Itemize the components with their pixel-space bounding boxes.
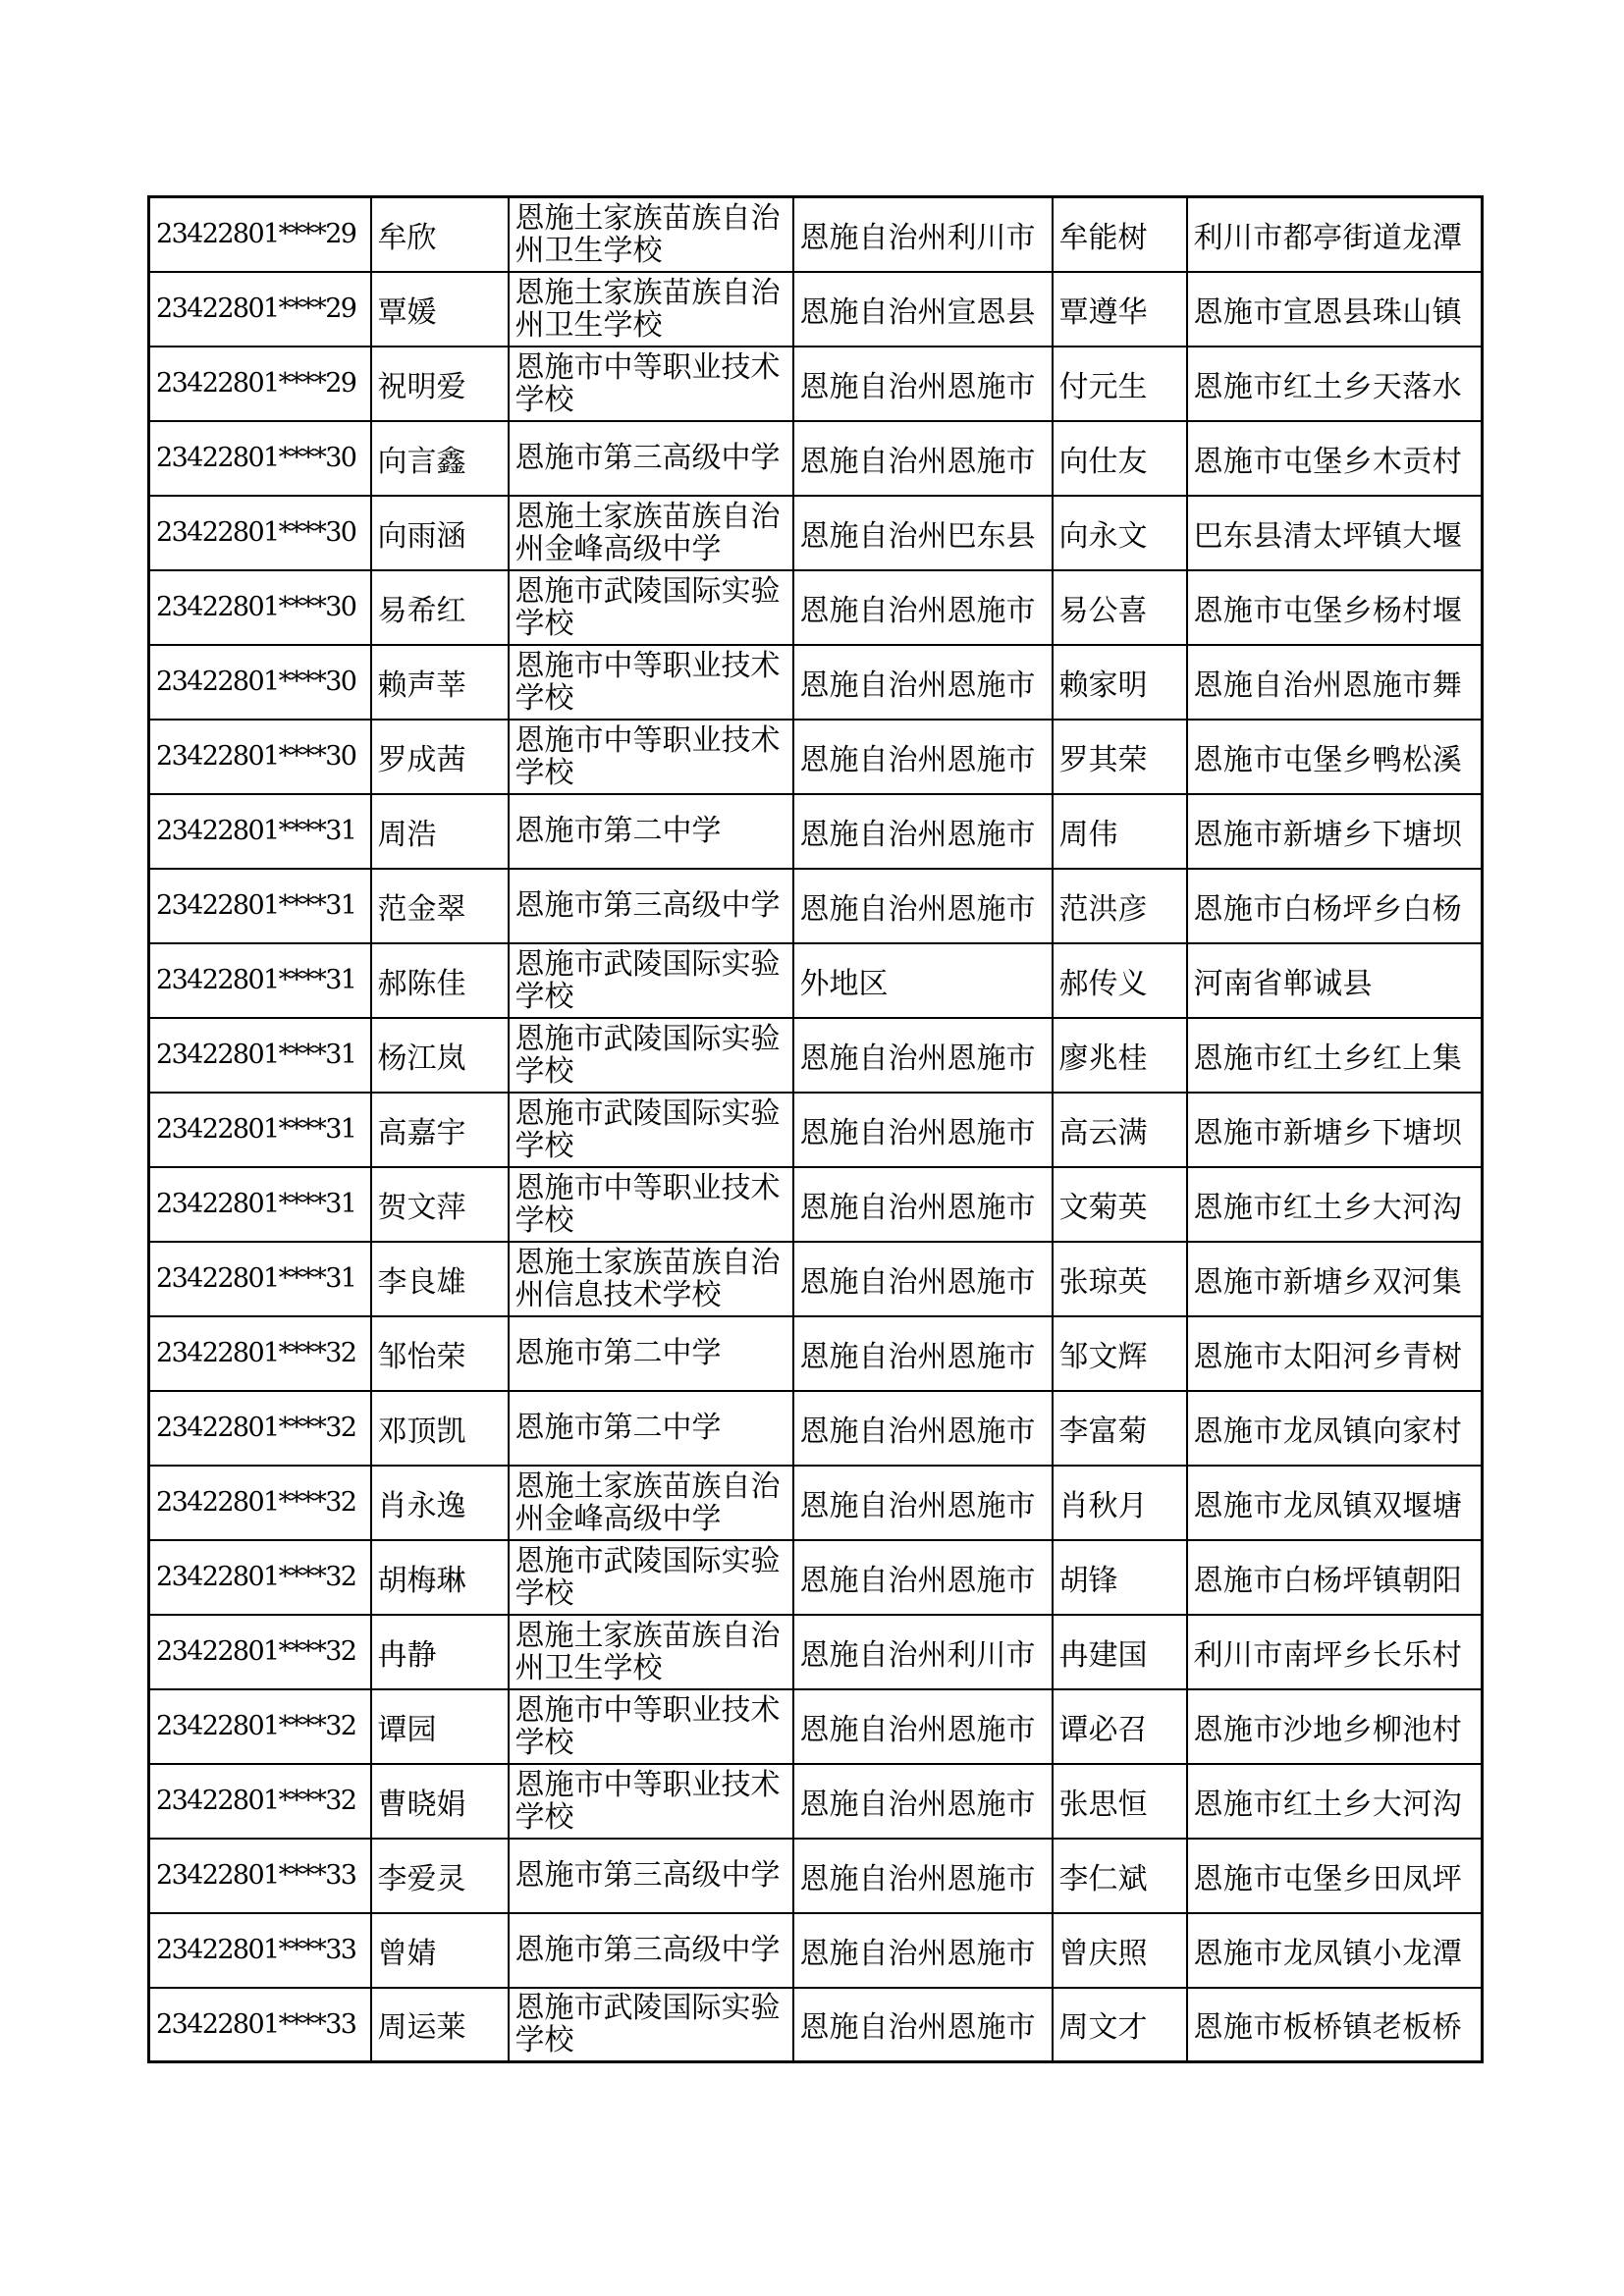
student-name-cell: 向雨涵: [371, 496, 509, 570]
student-id-cell: 23422801****33: [149, 1913, 371, 1988]
student-name-cell: 胡梅琳: [371, 1540, 509, 1615]
student-name-cell: 赖声莘: [371, 645, 509, 720]
region-cell: 恩施自治州恩施市: [793, 720, 1053, 794]
guardian-name-cell: 文菊英: [1053, 1167, 1187, 1242]
table-row: [149, 1764, 1483, 1839]
student-id-cell: 23422801****30: [149, 570, 371, 645]
student-name-cell: 冉静: [371, 1615, 509, 1689]
address-cell: 恩施市龙凤镇小龙潭: [1187, 1913, 1483, 1988]
student-name-cell: 祝明爱: [371, 347, 509, 421]
guardian-name-cell: 向永文: [1053, 496, 1187, 570]
student-id-cell: 23422801****31: [149, 794, 371, 869]
table-row: [149, 1242, 1483, 1316]
guardian-name-cell: 付元生: [1053, 347, 1187, 421]
school-cell: 恩施市武陵国际实验学校: [509, 1540, 793, 1615]
table-row: [149, 347, 1483, 421]
student-id-cell: 23422801****30: [149, 645, 371, 720]
student-id-cell: 23422801****31: [149, 1093, 371, 1167]
table-row: [149, 943, 1483, 1018]
guardian-name-cell: 赖家明: [1053, 645, 1187, 720]
school-cell: 恩施土家族苗族自治州卫生学校: [509, 1615, 793, 1689]
student-name-cell: 李爱灵: [371, 1839, 509, 1913]
student-name-cell: 肖永逸: [371, 1466, 509, 1540]
student-id-cell: 23422801****31: [149, 1018, 371, 1093]
region-cell: 恩施自治州恩施市: [793, 645, 1053, 720]
region-cell: 恩施自治州恩施市: [793, 1018, 1053, 1093]
address-cell: 恩施市太阳河乡青树: [1187, 1316, 1483, 1391]
roster-body: [149, 197, 1483, 2062]
region-cell: 恩施自治州恩施市: [793, 347, 1053, 421]
school-cell: 恩施市中等职业技术学校: [509, 1689, 793, 1764]
address-cell: 恩施自治州恩施市舞: [1187, 645, 1483, 720]
region-cell: 恩施自治州恩施市: [793, 1093, 1053, 1167]
school-cell: 恩施土家族苗族自治州卫生学校: [509, 272, 793, 347]
region-cell: 恩施自治州利川市: [793, 1615, 1053, 1689]
school-cell: 恩施市第二中学: [509, 1316, 793, 1391]
student-id-cell: 23422801****33: [149, 1839, 371, 1913]
region-cell: 恩施自治州恩施市: [793, 794, 1053, 869]
guardian-name-cell: 郝传义: [1053, 943, 1187, 1018]
guardian-name-cell: 张琼英: [1053, 1242, 1187, 1316]
student-id-cell: 23422801****31: [149, 943, 371, 1018]
school-cell: 恩施市第三高级中学: [509, 1839, 793, 1913]
table-row: [149, 1988, 1483, 2062]
guardian-name-cell: 张思恒: [1053, 1764, 1187, 1839]
school-cell: 恩施土家族苗族自治州信息技术学校: [509, 1242, 793, 1316]
table-row: [149, 869, 1483, 943]
address-cell: 恩施市屯堡乡杨村堰: [1187, 570, 1483, 645]
school-cell: 恩施土家族苗族自治州金峰高级中学: [509, 496, 793, 570]
student-name-cell: 牟欣: [371, 197, 509, 272]
table-row: [149, 1391, 1483, 1466]
table-row: [149, 272, 1483, 347]
school-cell: 恩施市第三高级中学: [509, 1913, 793, 1988]
table-row: [149, 1018, 1483, 1093]
table-row: [149, 1167, 1483, 1242]
address-cell: 恩施市沙地乡柳池村: [1187, 1689, 1483, 1764]
student-name-cell: 李良雄: [371, 1242, 509, 1316]
region-cell: 恩施自治州宣恩县: [793, 272, 1053, 347]
table-row: [149, 1093, 1483, 1167]
guardian-name-cell: 覃遵华: [1053, 272, 1187, 347]
address-cell: 恩施市新塘乡下塘坝: [1187, 1093, 1483, 1167]
address-cell: 恩施市红土乡大河沟: [1187, 1764, 1483, 1839]
student-id-cell: 23422801****31: [149, 869, 371, 943]
table-row: [149, 1839, 1483, 1913]
table-row: [149, 1689, 1483, 1764]
student-name-cell: 向言鑫: [371, 421, 509, 496]
table-row: [149, 794, 1483, 869]
address-cell: 恩施市屯堡乡木贡村: [1187, 421, 1483, 496]
table-row: [149, 1316, 1483, 1391]
student-id-cell: 23422801****32: [149, 1689, 371, 1764]
student-name-cell: 周浩: [371, 794, 509, 869]
guardian-name-cell: 李仁斌: [1053, 1839, 1187, 1913]
address-cell: 恩施市宣恩县珠山镇: [1187, 272, 1483, 347]
guardian-name-cell: 周伟: [1053, 794, 1187, 869]
student-name-cell: 罗成茜: [371, 720, 509, 794]
address-cell: 恩施市新塘乡双河集: [1187, 1242, 1483, 1316]
table-row: [149, 197, 1483, 272]
student-id-cell: 23422801****32: [149, 1316, 371, 1391]
table-row: [149, 1466, 1483, 1540]
address-cell: 利川市南坪乡长乐村: [1187, 1615, 1483, 1689]
student-name-cell: 周运莱: [371, 1988, 509, 2062]
student-id-cell: 23422801****32: [149, 1615, 371, 1689]
student-id-cell: 23422801****29: [149, 197, 371, 272]
school-cell: 恩施市中等职业技术学校: [509, 645, 793, 720]
student-name-cell: 曾婧: [371, 1913, 509, 1988]
region-cell: 恩施自治州恩施市: [793, 570, 1053, 645]
student-name-cell: 杨江岚: [371, 1018, 509, 1093]
table-row: [149, 1913, 1483, 1988]
student-id-cell: 23422801****32: [149, 1540, 371, 1615]
student-id-cell: 23422801****29: [149, 347, 371, 421]
student-id-cell: 23422801****33: [149, 1988, 371, 2062]
address-cell: 恩施市红土乡天落水: [1187, 347, 1483, 421]
student-name-cell: 覃媛: [371, 272, 509, 347]
guardian-name-cell: 周文才: [1053, 1988, 1187, 2062]
address-cell: 恩施市龙凤镇向家村: [1187, 1391, 1483, 1466]
student-id-cell: 23422801****29: [149, 272, 371, 347]
address-cell: 恩施市红土乡红上集: [1187, 1018, 1483, 1093]
school-cell: 恩施市中等职业技术学校: [509, 720, 793, 794]
table-row: [149, 496, 1483, 570]
region-cell: 恩施自治州恩施市: [793, 1913, 1053, 1988]
student-name-cell: 邓顶凯: [371, 1391, 509, 1466]
school-cell: 恩施土家族苗族自治州卫生学校: [509, 197, 793, 272]
address-cell: 恩施市红土乡大河沟: [1187, 1167, 1483, 1242]
student-name-cell: 高嘉宇: [371, 1093, 509, 1167]
address-cell: 巴东县清太坪镇大堰: [1187, 496, 1483, 570]
student-id-cell: 23422801****32: [149, 1391, 371, 1466]
region-cell: 恩施自治州恩施市: [793, 869, 1053, 943]
region-cell: 恩施自治州恩施市: [793, 1167, 1053, 1242]
guardian-name-cell: 李富菊: [1053, 1391, 1187, 1466]
school-cell: 恩施土家族苗族自治州金峰高级中学: [509, 1466, 793, 1540]
region-cell: 恩施自治州恩施市: [793, 1839, 1053, 1913]
table-row: [149, 720, 1483, 794]
school-cell: 恩施市第二中学: [509, 1391, 793, 1466]
address-cell: 恩施市龙凤镇双堰塘: [1187, 1466, 1483, 1540]
student-id-cell: 23422801****32: [149, 1466, 371, 1540]
guardian-name-cell: 胡锋: [1053, 1540, 1187, 1615]
school-cell: 恩施市第二中学: [509, 794, 793, 869]
student-id-cell: 23422801****30: [149, 421, 371, 496]
school-cell: 恩施市武陵国际实验学校: [509, 1093, 793, 1167]
table-row: [149, 1540, 1483, 1615]
school-cell: 恩施市第三高级中学: [509, 869, 793, 943]
guardian-name-cell: 谭必召: [1053, 1689, 1187, 1764]
student-name-cell: 范金翠: [371, 869, 509, 943]
school-cell: 恩施市中等职业技术学校: [509, 1764, 793, 1839]
guardian-name-cell: 曾庆照: [1053, 1913, 1187, 1988]
guardian-name-cell: 冉建国: [1053, 1615, 1187, 1689]
guardian-name-cell: 廖兆桂: [1053, 1018, 1187, 1093]
region-cell: 恩施自治州恩施市: [793, 1988, 1053, 2062]
region-cell: 恩施自治州恩施市: [793, 1242, 1053, 1316]
school-cell: 恩施市武陵国际实验学校: [509, 570, 793, 645]
region-cell: 恩施自治州恩施市: [793, 1764, 1053, 1839]
region-cell: 恩施自治州恩施市: [793, 1466, 1053, 1540]
school-cell: 恩施市武陵国际实验学校: [509, 1018, 793, 1093]
student-name-cell: 郝陈佳: [371, 943, 509, 1018]
guardian-name-cell: 向仕友: [1053, 421, 1187, 496]
student-id-cell: 23422801****30: [149, 720, 371, 794]
table-row: [149, 421, 1483, 496]
table-row: [149, 1615, 1483, 1689]
region-cell: 恩施自治州恩施市: [793, 421, 1053, 496]
student-name-cell: 曹晓娟: [371, 1764, 509, 1839]
school-cell: 恩施市武陵国际实验学校: [509, 943, 793, 1018]
school-cell: 恩施市武陵国际实验学校: [509, 1988, 793, 2062]
address-cell: 恩施市白杨坪镇朝阳: [1187, 1540, 1483, 1615]
student-name-cell: 易希红: [371, 570, 509, 645]
region-cell: 恩施自治州巴东县: [793, 496, 1053, 570]
table-row: [149, 570, 1483, 645]
school-cell: 恩施市中等职业技术学校: [509, 1167, 793, 1242]
student-id-cell: 23422801****30: [149, 496, 371, 570]
address-cell: 利川市都亭街道龙潭: [1187, 197, 1483, 272]
guardian-name-cell: 高云满: [1053, 1093, 1187, 1167]
guardian-name-cell: 易公喜: [1053, 570, 1187, 645]
address-cell: 河南省郸诚县: [1187, 943, 1483, 1018]
address-cell: 恩施市白杨坪乡白杨: [1187, 869, 1483, 943]
address-cell: 恩施市板桥镇老板桥: [1187, 1988, 1483, 2062]
region-cell: 外地区: [793, 943, 1053, 1018]
table-row: [149, 645, 1483, 720]
address-cell: 恩施市屯堡乡田凤坪: [1187, 1839, 1483, 1913]
student-id-cell: 23422801****32: [149, 1764, 371, 1839]
address-cell: 恩施市屯堡乡鸭松溪: [1187, 720, 1483, 794]
region-cell: 恩施自治州恩施市: [793, 1391, 1053, 1466]
school-cell: 恩施市中等职业技术学校: [509, 347, 793, 421]
school-cell: 恩施市第三高级中学: [509, 421, 793, 496]
guardian-name-cell: 范洪彦: [1053, 869, 1187, 943]
student-name-cell: 邹怡荣: [371, 1316, 509, 1391]
region-cell: 恩施自治州恩施市: [793, 1316, 1053, 1391]
region-cell: 恩施自治州利川市: [793, 197, 1053, 272]
student-id-cell: 23422801****31: [149, 1242, 371, 1316]
guardian-name-cell: 邹文辉: [1053, 1316, 1187, 1391]
student-id-cell: 23422801****31: [149, 1167, 371, 1242]
region-cell: 恩施自治州恩施市: [793, 1689, 1053, 1764]
student-name-cell: 谭园: [371, 1689, 509, 1764]
roster-table: [147, 195, 1484, 2063]
guardian-name-cell: 肖秋月: [1053, 1466, 1187, 1540]
region-cell: 恩施自治州恩施市: [793, 1540, 1053, 1615]
guardian-name-cell: 牟能树: [1053, 197, 1187, 272]
address-cell: 恩施市新塘乡下塘坝: [1187, 794, 1483, 869]
guardian-name-cell: 罗其荣: [1053, 720, 1187, 794]
student-name-cell: 贺文萍: [371, 1167, 509, 1242]
